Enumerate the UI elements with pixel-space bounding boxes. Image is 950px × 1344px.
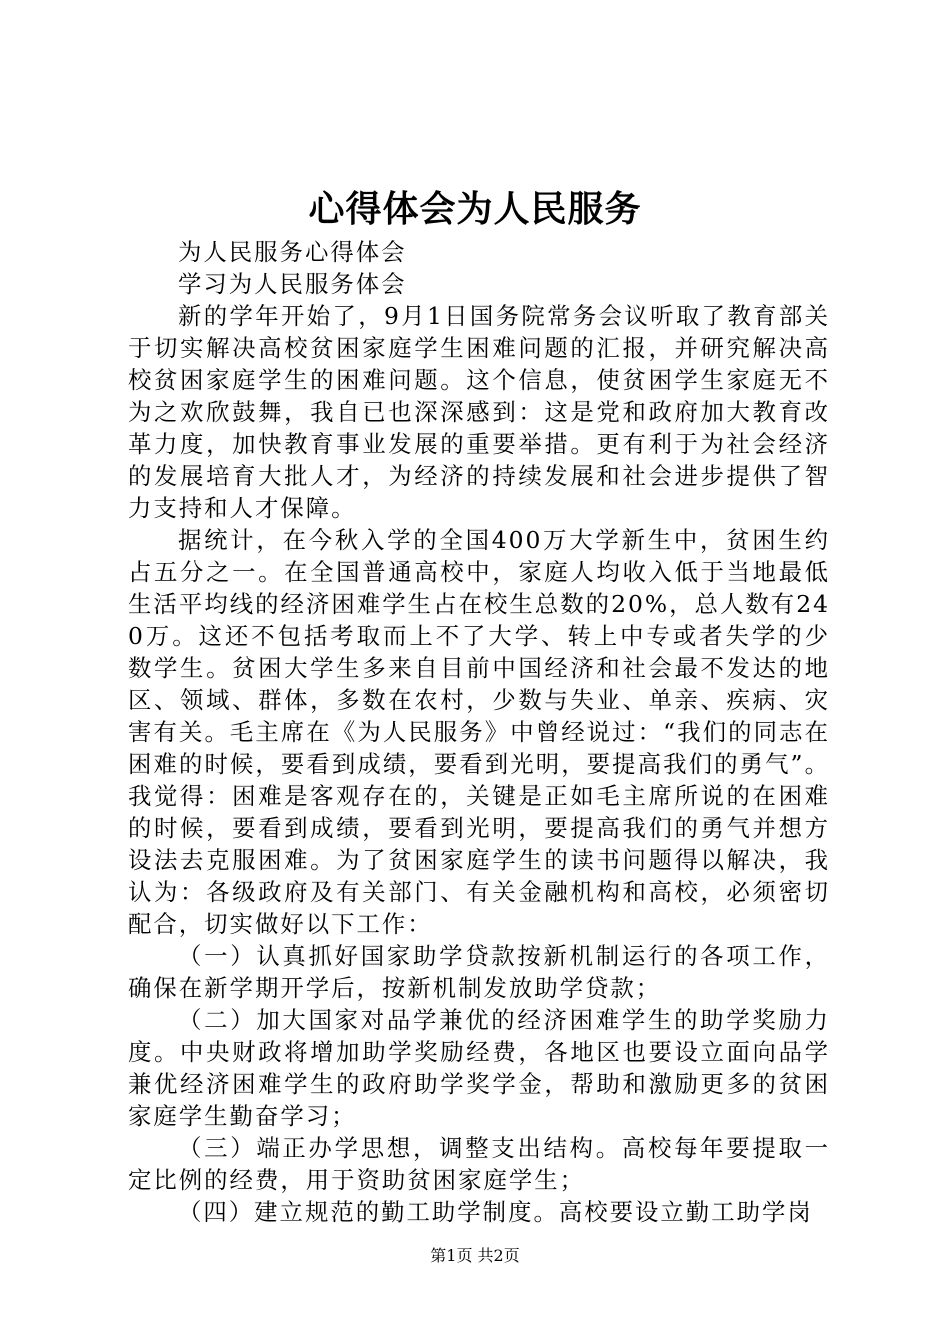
document-title: 心得体会为人民服务 [308, 188, 642, 230]
paragraph-subtitle-2: 学习为人民服务体会 [178, 270, 407, 298]
paragraph-subtitle-1: 为人民服务心得体会 [178, 238, 407, 266]
paragraph-item-2: （二）加大国家对品学兼优的经济困难学生的助学奖励力度。中央财政将增加助学奖励经费，各地区也要设立面向品学兼优经济困难学生的政府助学奖学金，帮助和激励更多的贫困家庭学生勤奋学习； [128, 1006, 830, 1130]
paragraph-item-4: （四）建立规范的勤工助学制度。高校要设立勤工助学岗 [178, 1198, 813, 1226]
page-number-footer: 第1页 共2页 [430, 1246, 520, 1265]
document-body [128, 236, 830, 1228]
paragraph-item-1: （一）认真抓好国家助学贷款按新机制运行的各项工作，确保在新学期开学后，按新机制发放助学贷款； [128, 942, 830, 1002]
paragraph-item-3: （三）端正办学思想，调整支出结构。高校每年要提取一定比例的经费，用于资助贫困家庭学生； [128, 1134, 830, 1194]
paragraph-intro: 新的学年开始了，9月1日国务院常务会议听取了教育部关于切实解决高校贫困家庭学生困难问题的汇报，并研究解决高校贫困家庭学生的困难问题。这个信息，使贫困学生家庭无不为之欢欣鼓舞，我自已也深深感到：这是党和政府加大教育改革力度，加快教育事业发展的重要举措。更有利于为社会经济的发展培育大批人才，为经济的持续发展和社会进步提供了智力支持和人才保障。 [128, 302, 830, 522]
paragraph-statistics: 据统计，在今秋入学的全国400万大学新生中，贫困生约占五分之一。在全国普通高校中，家庭人均收入低于当地最低生活平均线的经济困难学生占在校生总数的20%，总人数有240万。这还不包括考取而上不了大学、转上中专或者失学的少数学生。贫困大学生多来自目前中国经济和社会最不发达的地区、领域、群体，多数在农村，少数与失业、单亲、疾病、灾害有关。毛主席在《为人民服务》中曾经说过：“我们的同志在困难的时候，要看到成绩，要看到光明，要提高我们的勇气”。我觉得：困难是客观存在的，关键是正如毛主席所说的在困难的时候，要看到成绩，要看到光明，要提高我们的勇气并想方设法去克服困难。为了贫困家庭学生的读书问题得以解决，我认为：各级政府及有关部门、有关金融机构和高校，必须密切配合，切实做好以下工作： [128, 526, 830, 938]
